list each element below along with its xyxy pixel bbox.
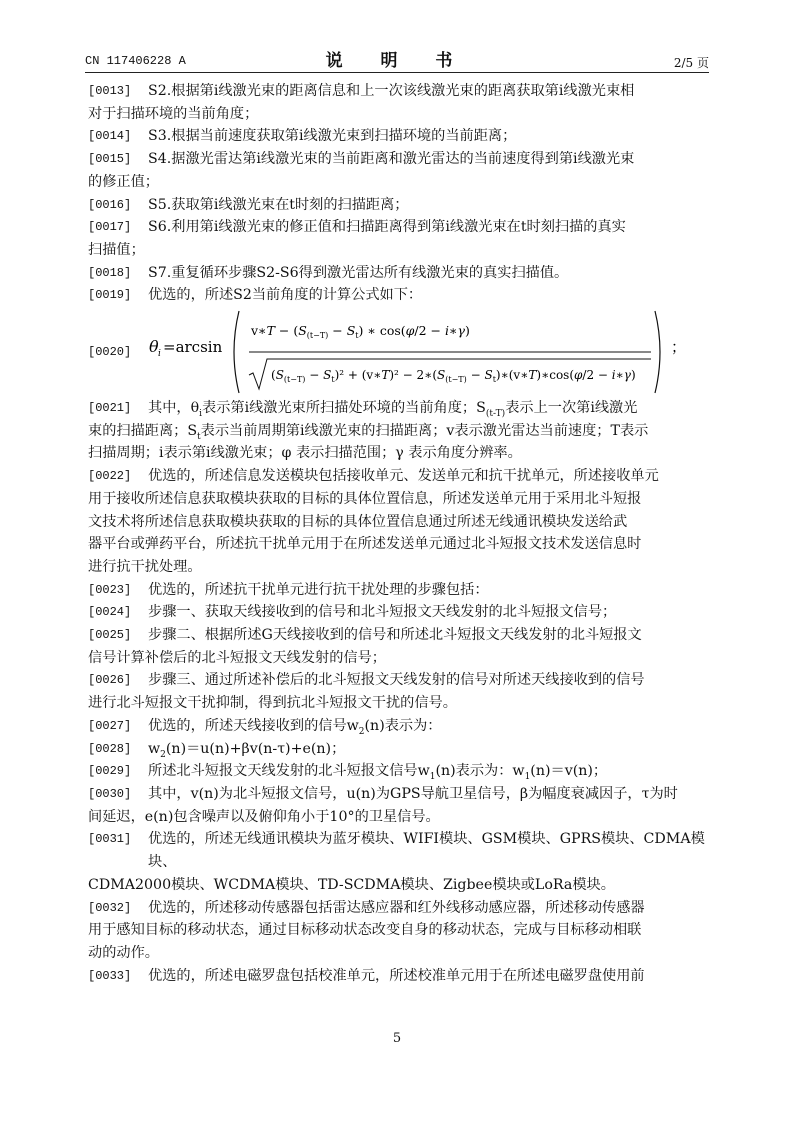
text-run: (n)＝u(n)+βv(n-τ)+e(n)；: [165, 740, 346, 757]
formula-graphic: [143, 307, 703, 397]
paragraph-line: 进行北斗短报文干扰抑制，得到抗北斗短报文干扰的信号。: [88, 695, 457, 712]
paragraph-number: [0024]: [88, 605, 132, 620]
paragraph-number: [0020]: [88, 345, 132, 360]
paragraph-0016: [88, 194, 710, 217]
paragraph-number: [0026]: [88, 673, 132, 688]
right-paren: [655, 311, 660, 393]
paragraph-number: [0014]: [88, 129, 132, 144]
paragraph-0027: [88, 715, 710, 738]
paragraph-line: S7.重复循环步骤S2-S6得到激光雷达所有线激光束的真实扫描值。: [148, 264, 569, 281]
subscript: t: [197, 431, 201, 442]
paragraph-0013: [88, 80, 710, 125]
text-run: 所述北斗短报文天线发射的北斗短报文信号w: [148, 763, 430, 780]
paragraph-line: S6.利用第i线激光束的修正值和扫描距离得到第i线激光束在t时刻扫描的真实: [148, 219, 626, 236]
paragraph-line: 扫描值；: [88, 241, 145, 258]
formula-denominator: $(S_{(t-T)} - S_t)^2$ + (v∗T)² − $2∗(S_{(t-T)}$ − $S_t)∗(v∗T)∗\cos(\varphi/2$ − i∗γ): [271, 368, 636, 385]
paragraph-line: 的修正值；: [88, 173, 159, 190]
text-run: 优选的，所述天线接收到的信号w: [148, 717, 359, 734]
paragraph-number: [0031]: [88, 832, 132, 847]
page-count: 2/5 页: [673, 56, 709, 70]
paragraph-line: 文技术将所述信息获取模块获取的目标的具体位置信息通过所述无线通讯模块发送给武: [88, 513, 628, 530]
paragraph-number: [0033]: [88, 968, 132, 983]
paragraph-number: [0017]: [88, 220, 132, 235]
text-run: 其中，θ: [148, 400, 200, 417]
paragraph-0025: [88, 624, 710, 669]
paragraph-number: [0021]: [88, 401, 132, 416]
paragraph-0019: [88, 284, 710, 307]
paragraph-0022: [88, 465, 710, 579]
paragraph-line: 步骤二、根据所述G天线接收到的信号和所述北斗短报文天线发射的北斗短报文: [148, 627, 642, 644]
paragraph-number: [0022]: [88, 469, 132, 484]
paragraph-0015: [88, 148, 710, 193]
page-header: [85, 46, 709, 73]
paragraph-0017: [88, 216, 710, 261]
paragraph-line: S4.据激光雷达第i线激光束的当前距离和激光雷达的当前速度得到第i线激光束: [148, 151, 635, 168]
angle-formula: [88, 307, 710, 397]
paragraph-line: 用于感知目标的移动状态，通过目标移动状态改变自身的移动状态，完成与目标移动相联: [88, 922, 642, 939]
formula-tail: ；: [671, 338, 687, 357]
paragraph-number: [0032]: [88, 900, 132, 915]
subscript: i: [199, 408, 202, 419]
text-run: (n)表示为：: [364, 717, 442, 734]
text-run: 表示第i线激光束所扫描处环境的当前角度；S: [202, 400, 486, 417]
document-id: CN 117406228 A: [85, 54, 186, 68]
paragraph-0033: [88, 965, 710, 988]
paragraph-0023: [88, 579, 710, 602]
paragraph-line: 优选的，所述电磁罗盘包括校准单元，所述校准单元用于在所述电磁罗盘使用前: [148, 967, 645, 984]
paragraph-line: 优选的，所述移动传感器包括雷达感应器和红外线移动感应器，所述移动传感器: [148, 899, 645, 916]
paragraph-line: [88, 420, 710, 443]
paragraph-0021: [88, 397, 710, 465]
subscript: 2: [160, 749, 166, 760]
left-paren: [234, 311, 239, 393]
paragraph-line: 步骤一、获取天线接收到的信号和北斗短报文天线发射的北斗短报文信号；: [148, 604, 617, 621]
paragraph-line: S5.获取第i线激光束在t时刻的扫描距离；: [148, 196, 409, 213]
paragraph-line: 进行抗干扰处理。: [88, 558, 202, 575]
paragraph-number: [0018]: [88, 265, 132, 280]
paragraph-line: 扫描周期；i表示第i线激光束；φ 表示扫描范围；γ 表示角度分辨率。: [88, 445, 522, 462]
paragraph-number: [0029]: [88, 764, 132, 779]
paragraph-number: [0016]: [88, 197, 132, 212]
paragraph-0028: [88, 738, 710, 761]
paragraph-line: 间延迟，e(n)包含噪声以及俯仰角小于10°的卫星信号。: [88, 808, 440, 825]
paragraph-number: [0019]: [88, 288, 132, 303]
formula-numerator: v∗T − $(S_{(t-T)} - S_t)$ ∗ cos(φ/2 − i∗γ): [251, 323, 470, 341]
paragraph-number: [0025]: [88, 628, 132, 643]
paragraph-0032: [88, 897, 710, 965]
paragraph-number: [0028]: [88, 741, 132, 756]
paragraph-0031: [88, 828, 710, 896]
subscript: 1: [524, 772, 531, 783]
paragraph-line: 信号计算补偿后的北斗短报文天线发射的信号；: [88, 649, 386, 666]
paragraph-0024: [88, 601, 710, 624]
paragraph-0030: [88, 783, 710, 828]
paragraph-line: 对于扫描环境的当前角度；: [88, 105, 259, 122]
formula-arcsin: =arcsin: [163, 338, 223, 357]
paragraph-line: 器平台或弹药平台，所述抗干扰单元用于在所述发送单元通过北斗短报文技术发送信息时: [88, 536, 642, 553]
subscript: 1: [429, 772, 436, 783]
text-run: 表示当前周期第i线激光束的扫描距离；v表示激光雷达当前速度；T表示: [200, 422, 649, 439]
text-run: 表示上一次第i线激光: [505, 400, 638, 417]
paragraph-line: 用于接收所述信息获取模块获取的目标的具体位置信息，所述发送单元用于采用北斗短报: [88, 490, 642, 507]
paragraph-number: [0015]: [88, 152, 132, 167]
document-body: [88, 80, 710, 987]
page-number: 5: [392, 1031, 402, 1046]
paragraph-number: [0023]: [88, 582, 132, 597]
paragraph-number: [0027]: [88, 718, 132, 733]
paragraph-line: 步骤三、通过所述补偿后的北斗短报文天线发射的信号对所述天线接收到的信号: [148, 672, 645, 689]
paragraph-0029: [88, 760, 710, 783]
subscript: (t-T): [485, 408, 506, 419]
paragraph-line: 优选的，所述信息发送模块包括接收单元、发送单元和抗干扰单元，所述接收单元: [148, 468, 659, 485]
paragraph-0018: [88, 262, 710, 285]
page-title: 说 明 书: [325, 51, 469, 71]
paragraph-line: S3.根据当前速度获取第i线激光束到扫描环境的当前距离；: [148, 128, 517, 145]
paragraph-line: 其中，v(n)为北斗短报文信号，u(n)为GPS导航卫星信号，β为幅度衰减因子，τ为时: [148, 785, 678, 802]
paragraph-0014: [88, 125, 710, 148]
paragraph-line: 动的动作。: [88, 944, 159, 961]
paragraph-line: 优选的，所述抗干扰单元进行抗干扰处理的步骤包括：: [148, 581, 489, 598]
paragraph-number: [0030]: [88, 786, 132, 801]
text-run: (n)表示为：w: [435, 763, 525, 780]
paragraph-line: S2.根据第i线激光束的距离信息和上一次该线激光束的距离获取第i线激光束相: [148, 83, 635, 99]
text-run: 束的扫描距离；S: [88, 422, 198, 439]
text-run: w: [148, 740, 161, 757]
paragraph-0026: [88, 669, 710, 714]
paragraph-line: 优选的，所述无线通讯模块为蓝牙模块、WIFI模块、GSM模块、GPRS模块、CDMA模块、: [148, 831, 705, 871]
paragraph-line: CDMA2000模块、WCDMA模块、TD-SCDMA模块、Zigbee模块或LoRa模块。: [88, 876, 615, 893]
paragraph-number: [0013]: [88, 84, 132, 98]
subscript: 2: [358, 726, 365, 737]
formula-lhs-subscript: i: [158, 349, 161, 360]
text-run: (n)＝v(n)；: [530, 763, 608, 780]
formula-lhs: θ: [149, 337, 159, 357]
paragraph-line: 优选的，所述S2当前角度的计算公式如下：: [148, 287, 423, 304]
